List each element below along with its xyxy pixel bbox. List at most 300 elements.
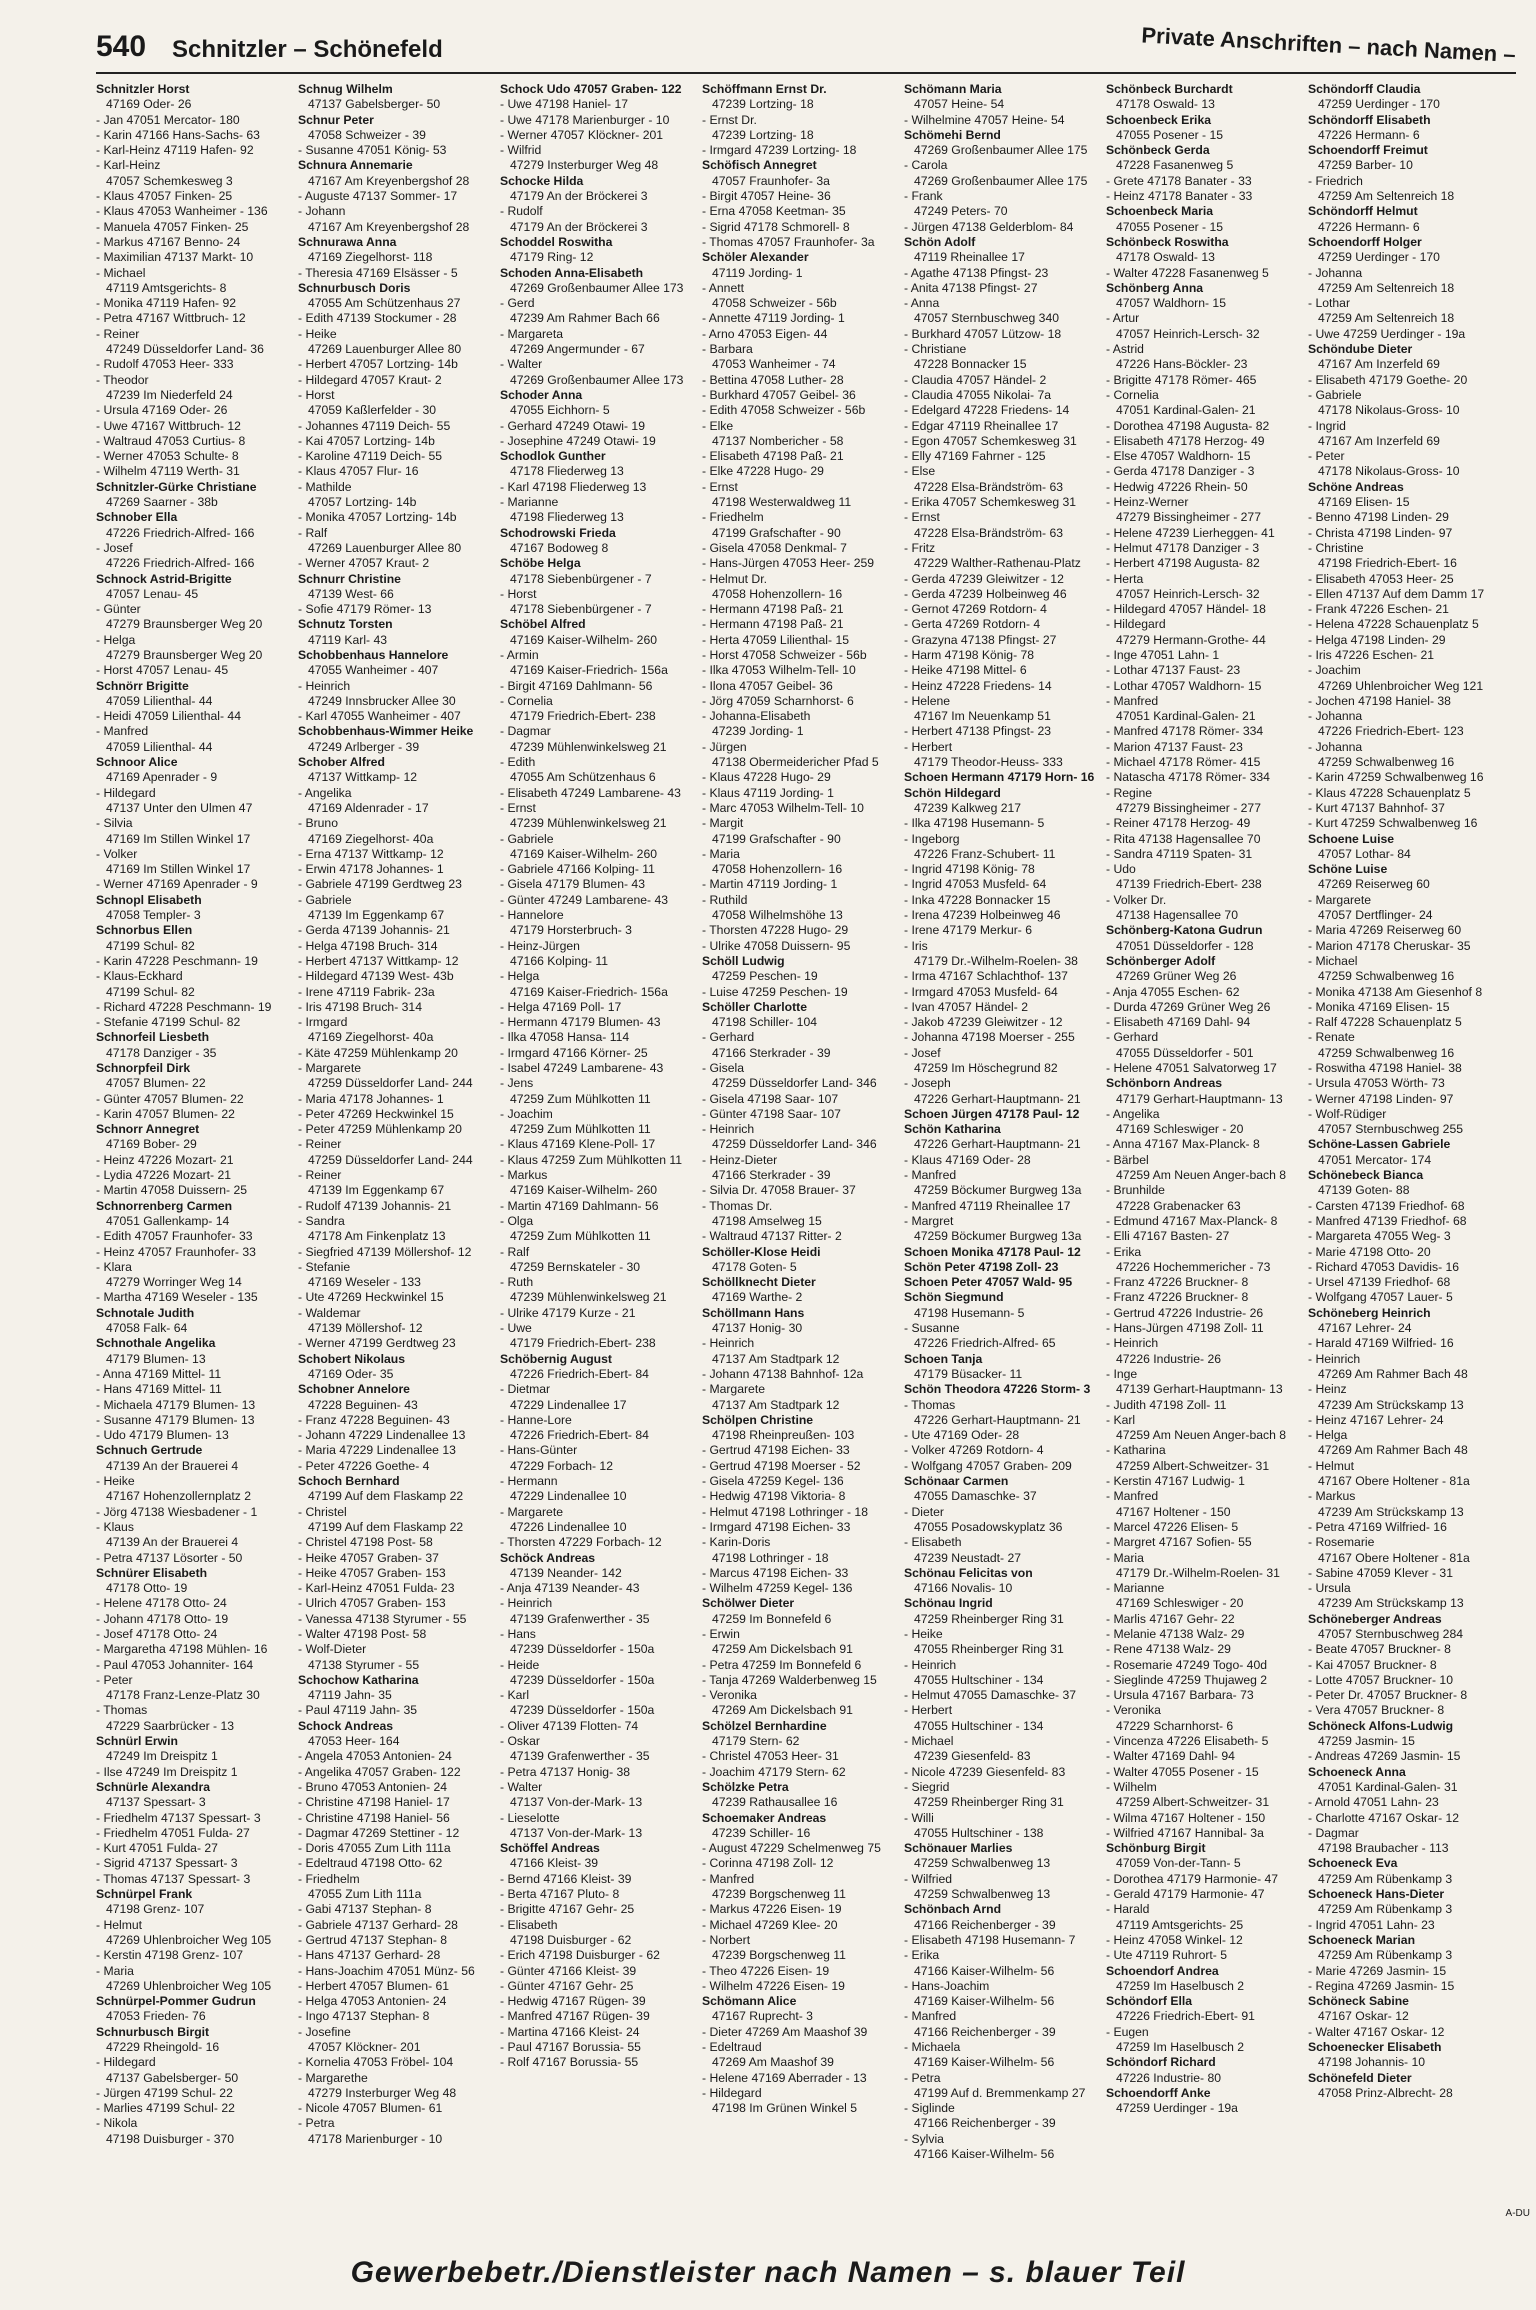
directory-entry: - Klara	[96, 1259, 132, 1274]
directory-entry: - Maria 47178 Johannes- 1	[298, 1091, 444, 1106]
directory-entry: - Ursula	[1308, 1581, 1351, 1596]
directory-entry: - Johanna	[1308, 265, 1363, 280]
directory-entry: - Manfred	[96, 724, 149, 739]
directory-entry: - Hildegard	[96, 785, 156, 800]
directory-entry: 47166 Kolping- 11	[510, 953, 609, 968]
directory-entry: 47259 Barber- 10	[1318, 158, 1413, 173]
directory-entry: 47179 Ring- 12	[510, 250, 594, 265]
directory-entry: 47226 Hans-Böckler- 23	[1116, 357, 1248, 372]
directory-entry: - Heinrich	[702, 1122, 755, 1137]
directory-entry: - Heinrich	[298, 678, 351, 693]
directory-entry: - Martha 47169 Weseler - 135	[96, 1290, 258, 1305]
directory-entry: - Ursula 47169 Oder- 26	[96, 403, 228, 418]
directory-entry: 47239 Düsseldorfer - 150a	[510, 1642, 655, 1657]
directory-entry: 47169 Schleswiger - 20	[1116, 1596, 1244, 1611]
directory-entry: - Helga 47198 Linden- 29	[1308, 632, 1446, 647]
directory-entry: - Anita 47138 Pfingst- 27	[904, 280, 1038, 295]
directory-entry: 47179 Gerhart-Hauptmann- 13	[1116, 1091, 1283, 1106]
directory-entry: - Thorsten 47228 Hugo- 29	[702, 923, 849, 938]
directory-entry: 47259 Am Dickelsbach 91	[712, 1642, 853, 1657]
directory-entry: Schoen Hermann 47179 Horn- 16	[904, 770, 1095, 785]
directory-entry: 47259 Im Bonnefeld 6	[712, 1611, 832, 1626]
directory-entry: 47053 Wanheimer - 74	[712, 357, 836, 372]
directory-entry: 47279 Insterburger Weg 48	[510, 158, 659, 173]
directory-entry: Schoenbeck Erika	[1106, 112, 1211, 127]
directory-entry: - Ralf	[500, 1244, 530, 1259]
directory-entry: - Horst 47058 Schweizer - 56b	[702, 647, 867, 662]
directory-entry: - Erika 47057 Schemkesweg 31	[904, 495, 1077, 510]
directory-entry: 47239 Mühlenwinkelsweg 21	[510, 1290, 667, 1305]
directory-entry: - Friedrich	[1308, 173, 1363, 188]
directory-entry: 47057 Lothar- 84	[1318, 846, 1411, 861]
directory-entry: 47055 Zum Lith 111a	[308, 1887, 422, 1902]
directory-entry: - Ute 47119 Ruhrort- 5	[1106, 1948, 1228, 1963]
directory-entry: - Dieter	[904, 1504, 944, 1519]
directory-entry: 47239 Lortzing- 18	[712, 127, 814, 142]
directory-entry: Schnurbusch Birgit	[96, 2024, 210, 2039]
directory-entry: - Josefine	[298, 2024, 351, 2039]
directory-entry: 47051 Düsseldorfer - 128	[1116, 938, 1254, 953]
directory-entry: 47166 Reichenberger - 39	[914, 2024, 1056, 2039]
directory-entry: 47229 Lindenallee 17	[510, 1397, 627, 1412]
directory-entry: 47178 Franz-Lenze-Platz 30	[106, 1688, 260, 1703]
directory-entry: 47269 Großenbaumer Allee 173	[510, 372, 684, 387]
directory-entry: - Klaus 47259 Zum Mühlkotten 11	[500, 1152, 683, 1167]
directory-entry: - Hans	[500, 1626, 536, 1641]
directory-entry: 47259 Jasmin- 15	[1318, 1734, 1415, 1749]
directory-entry: - Gabriele 47137 Gerhard- 28	[298, 1917, 458, 1932]
directory-entry: - Ralf 47228 Schauenplatz 5	[1308, 1015, 1462, 1030]
directory-entry: 47259 Im Höschegrund 82	[914, 1061, 1058, 1075]
directory-entry: 47259 Zum Mühlkotten 11	[510, 1229, 651, 1244]
directory-entry: - Harald 47169 Wilfried- 16	[1308, 1336, 1454, 1351]
directory-entry: 47178 Oswald- 13	[1116, 97, 1215, 112]
directory-entry: 47169 Oder- 35	[308, 1366, 394, 1381]
directory-entry: - Günter 47249 Lambarene- 43	[500, 892, 669, 907]
directory-entry: - Walter	[500, 357, 543, 372]
directory-entry: Schoch Bernhard	[298, 1474, 400, 1489]
directory-entry: 47166 Sterkrader - 39	[712, 1045, 831, 1060]
directory-entry: - Dorothea 47198 Augusta- 82	[1106, 418, 1270, 433]
directory-entry: 47269 Am Rahmer Bach 48	[1318, 1443, 1468, 1458]
directory-entry: - Herbert	[904, 739, 953, 754]
directory-entry: - Harald	[1106, 1902, 1150, 1917]
directory-entry: - Peter Dr. 47057 Bruckner- 8	[1308, 1688, 1468, 1703]
directory-entry: - Grazyna 47138 Pfingst- 27	[904, 632, 1057, 647]
directory-entry: 47169 Oder- 26	[106, 97, 192, 112]
directory-entry: 47228 Elsa-Brändström- 63	[914, 479, 1064, 494]
directory-entry: 47166 Kaiser-Wilhelm- 56	[914, 2147, 1055, 2162]
directory-entry: - Egon 47057 Schemkesweg 31	[904, 433, 1077, 448]
directory-entry: - Hans-Joachim 47051 Münz- 56	[298, 1963, 475, 1978]
directory-entry: - Marianne	[1106, 1581, 1165, 1596]
directory-entry: 47167 Am Inzerfeld 69	[1318, 357, 1440, 372]
directory-entry: Schön Adolf	[904, 234, 976, 249]
directory-entry: Schoen Jürgen 47178 Paul- 12	[904, 1106, 1080, 1121]
directory-entry: 47139 Neander- 142	[510, 1565, 622, 1580]
directory-entry: - Gisela 47259 Kegel- 136	[702, 1474, 844, 1489]
directory-entry: 47058 Falk- 64	[106, 1321, 188, 1336]
directory-entry: - Edgar 47119 Rheinallee 17	[904, 418, 1059, 433]
directory-entry: - Marie 47198 Otto- 20	[1308, 1244, 1431, 1259]
directory-entry: - Manfred	[904, 2009, 957, 2024]
directory-entry: Schobert Nikolaus	[298, 1351, 406, 1366]
directory-entry: - Günter 47167 Gehr- 25	[500, 1978, 634, 1993]
directory-entry: - Helga 47198 Bruch- 314	[298, 938, 438, 953]
directory-entry: - Heinz 47058 Winkel- 12	[1106, 1932, 1243, 1947]
directory-entry: 47169 Ziegelhorst- 40a	[308, 831, 434, 846]
directory-entry: - Elke 47228 Hugo- 29	[702, 464, 824, 479]
directory-entry: 47226 Hermann- 6	[1318, 127, 1420, 142]
directory-entry: 47269 Uhlenbroicher Weg 105	[106, 1932, 272, 1947]
directory-entry: - Irmgard 47166 Körner- 25	[500, 1045, 648, 1060]
directory-entry: 47167 Am Inzerfeld 69	[1318, 433, 1440, 448]
directory-entry: 47137 Honig- 30	[712, 1321, 803, 1336]
directory-entry: Schoen Tanja	[904, 1351, 983, 1366]
directory-entry: - Bernd 47166 Kleist- 39	[500, 1871, 632, 1886]
directory-entry: 47279 Hermann-Grothe- 44	[1116, 632, 1266, 647]
directory-entry: - Johann	[298, 204, 346, 219]
directory-entry: - Edeltraud 47198 Otto- 62	[298, 1856, 443, 1871]
directory-entry: - Ursula 47053 Wörth- 73	[1308, 1076, 1445, 1091]
directory-entry: - Klaus	[96, 1519, 134, 1534]
directory-entry: - Edith	[500, 755, 536, 770]
directory-entry: 47249 Arlberger - 39	[308, 739, 420, 754]
directory-entry: 47269 Großenbaumer Allee 175	[914, 173, 1088, 188]
corner-tag: A-DU	[1505, 2208, 1530, 2219]
directory-entry: - Siglinde	[904, 2101, 955, 2116]
directory-entry: - Arno 47053 Eigen- 44	[702, 326, 828, 341]
directory-entry: 47169 Kaiser-Wilhelm- 260	[510, 1183, 657, 1198]
directory-entry: - Beate 47057 Bruckner- 8	[1308, 1642, 1451, 1657]
directory-entry: 47139 Im Eggenkamp 67	[308, 1183, 445, 1198]
directory-entry: 47057 Waldhorn- 15	[1116, 296, 1226, 311]
directory-entry: 47055 Rheinberger Ring 31	[914, 1642, 1064, 1657]
directory-entry: - Wilhelmine 47057 Heine- 54	[904, 112, 1065, 127]
directory-entry: 47229 Lindenallee 10	[510, 1489, 627, 1504]
directory-entry: - Heike	[298, 326, 337, 341]
directory-entry: - Marianne	[500, 495, 559, 510]
directory-entry: - Petra 47137 Lösorter - 50	[96, 1550, 243, 1565]
directory-entry: Schön Katharina	[904, 1122, 1001, 1137]
directory-entry: Schönburg Birgit	[1106, 1841, 1206, 1856]
directory-entry: - Wilhelm	[1106, 1779, 1157, 1794]
directory-entry: - Margarete	[702, 1382, 765, 1397]
directory-entry: - Ingrid 47198 König- 78	[904, 862, 1035, 877]
directory-entry: 47239 Düsseldorfer - 150a	[510, 1672, 655, 1687]
directory-entry: - Natascha 47178 Römer- 334	[1106, 770, 1270, 785]
directory-entry: - Annette 47119 Jording- 1	[702, 311, 845, 326]
directory-entry: - Armin	[500, 647, 539, 662]
directory-entry: Schönbach Arnd	[904, 1902, 1002, 1917]
directory-entry: - Johannes 47119 Deich- 55	[298, 418, 451, 433]
directory-entry: 47249 Im Dreispitz 1	[106, 1749, 218, 1764]
directory-entry: - Rudolf 47139 Johannis- 21	[298, 1198, 452, 1213]
directory-entry: - Elke	[702, 418, 734, 433]
directory-entry: - Andreas 47269 Jasmin- 15	[1308, 1749, 1461, 1764]
directory-entry: - Monika 47057 Lortzing- 14b	[298, 510, 457, 525]
directory-entry: Schnürl Erwin	[96, 1734, 178, 1749]
directory-entry: Schöndorff Elisabeth	[1308, 112, 1431, 127]
directory-entry: - Christel 47198 Post- 58	[298, 1535, 433, 1550]
directory-entry: - Gabriele	[500, 831, 554, 846]
directory-entry: 47051 Kardinal-Galen- 21	[1116, 403, 1256, 418]
directory-entry: 47198 Schiller- 104	[712, 1015, 818, 1030]
directory-entry: - Brigitte 47167 Gehr- 25	[500, 1902, 635, 1917]
directory-entry: - Franz 47228 Beguinen- 43	[298, 1412, 450, 1427]
directory-entry: - Gisela	[702, 1061, 744, 1075]
directory-entry: - Willi	[904, 1810, 934, 1825]
directory-entry: - Gertrud 47198 Moerser - 52	[702, 1458, 861, 1473]
directory-entry: 47259 Düsseldorfer Land- 346	[712, 1137, 877, 1152]
directory-entry: - Annett	[702, 280, 745, 295]
directory-entry: 47178 Oswald- 13	[1116, 250, 1215, 265]
directory-entry: - Paul 47167 Borussia- 55	[500, 2040, 641, 2054]
directory-entry: - Werner 47198 Linden- 97	[1308, 1091, 1454, 1106]
directory-entry: 47249 Peters- 70	[914, 204, 1008, 219]
directory-entry: - Karl	[500, 1688, 530, 1703]
directory-entry: - Susanne 47051 König- 53	[298, 143, 447, 158]
directory-entry: - Karl 47055 Wanheimer - 407	[298, 709, 461, 724]
directory-entry: - Uwe	[500, 1321, 532, 1336]
directory-entry: - Lothar 47137 Faust- 23	[1106, 663, 1241, 678]
directory-entry: 47057 Klöckner- 201	[308, 2040, 421, 2054]
directory-entry: Schöbel Alfred	[500, 617, 586, 632]
directory-entry: - Erika	[904, 1948, 940, 1963]
directory-entry: Schöneck Sabine	[1308, 1994, 1409, 2009]
directory-entry: 47279 Braunsberger Weg 20	[106, 617, 263, 632]
directory-entry: - Erich 47198 Duisburger - 62	[500, 1948, 660, 1963]
directory-entry: 47178 Marienburger - 10	[308, 2131, 443, 2146]
directory-entry: - Peter	[96, 1672, 133, 1687]
directory-entry: 47119 Rheinallee 17	[914, 250, 1025, 265]
directory-entry: - Thorsten 47229 Forbach- 12	[500, 1535, 662, 1550]
directory-entry: - Ingeborg	[904, 831, 960, 846]
directory-entry: - Sandra	[298, 1213, 345, 1228]
directory-entry: Schön Siegmund	[904, 1290, 1004, 1305]
directory-entry: - Edeltraud	[702, 2040, 762, 2054]
directory-entry: - Maria	[1106, 1550, 1144, 1565]
directory-entry: - Helene 47169 Aberrader - 13	[702, 2070, 867, 2085]
directory-entry: 47198 Amselweg 15	[712, 1213, 822, 1228]
directory-entry: - Dagmar	[1308, 1825, 1359, 1840]
directory-entry: - Helene 47051 Salvatorweg 17	[1106, 1061, 1277, 1075]
directory-entry: Schöndorf Ella	[1106, 1994, 1192, 2009]
directory-entry: - Michaela 47179 Blumen- 13	[96, 1397, 256, 1412]
directory-entry: Schnur Peter	[298, 112, 374, 127]
directory-entry: 47259 Am Rübenkamp 3	[1318, 1871, 1453, 1886]
directory-entry: - Iris 47226 Eschen- 21	[1308, 647, 1435, 662]
directory-entry: - Christel	[298, 1504, 347, 1519]
directory-entry: 47259 Düsseldorfer Land- 244	[308, 1152, 473, 1167]
directory-entry: Schnorpfeil Dirk	[96, 1061, 191, 1075]
directory-entry: - Heinrich	[1308, 1351, 1361, 1366]
directory-entry: - Bruno 47053 Antonien- 24	[298, 1779, 448, 1794]
directory-entry: 47259 Am Rübenkamp 3	[1318, 1902, 1453, 1917]
directory-entry: Schoenbeck Maria	[1106, 204, 1214, 219]
directory-entry: Schöne Luise	[1308, 862, 1388, 877]
directory-entry: - Veronika	[1106, 1703, 1161, 1718]
directory-entry: - Silvia Dr. 47058 Brauer- 37	[702, 1183, 856, 1198]
directory-entry: 47137 Von-der-Mark- 13	[510, 1795, 643, 1810]
directory-entry: 47198 Fliederweg 13	[510, 510, 624, 525]
directory-entry: 47269 Großenbaumer Allee 175	[914, 143, 1088, 158]
directory-entry: - Ursula 47167 Barbara- 73	[1106, 1688, 1254, 1703]
directory-entry: - Michael	[904, 1734, 954, 1749]
directory-entry: - Kai 47057 Bruckner- 8	[1308, 1657, 1437, 1672]
directory-entry: 47167 Am Kreyenbergshof 28	[308, 173, 470, 188]
directory-entry: 47259 Rheinberger Ring 31	[914, 1795, 1064, 1810]
directory-entry: - Ruthild	[702, 892, 748, 907]
directory-entry: - Hildegard	[702, 2085, 762, 2100]
directory-entry: - Olga	[500, 1213, 534, 1228]
directory-entry: - August 47229 Schelmenweg 75	[702, 1841, 881, 1856]
directory-entry: 47169 Elisen- 15	[1318, 495, 1410, 510]
directory-entry: 47169 Schleswiger - 20	[1116, 1122, 1244, 1137]
directory-entry: Schnorr Annegret	[96, 1122, 200, 1137]
directory-entry: Schnoor Alice	[96, 755, 178, 770]
directory-entry: - Anja 47055 Eschen- 62	[1106, 984, 1240, 999]
directory-entry: 47199 Grafschafter - 90	[712, 525, 841, 540]
directory-entry: 47057 Heinrich-Lersch- 32	[1116, 326, 1260, 341]
directory-entry: Schnober Ella	[96, 510, 178, 525]
directory-entry: - Hildegard 47057 Kraut- 2	[298, 372, 442, 387]
directory-entry: 47259 Am Seltenreich 18	[1318, 311, 1455, 326]
directory-entry: Schön Peter 47198 Zoll- 23	[904, 1259, 1059, 1274]
directory-entry: - Elisabeth	[500, 1917, 558, 1932]
directory-entry: - Friedhelm 47137 Spessart- 3	[96, 1810, 261, 1825]
directory-entry: 47138 Hagensallee 70	[1116, 908, 1238, 923]
directory-entry: 47259 Düsseldorfer Land- 346	[712, 1076, 877, 1091]
directory-entry: - Petra 47259 Im Bonnefeld 6	[702, 1657, 862, 1672]
directory-entry: - Sylvia	[904, 2131, 944, 2146]
directory-entry: - Gisela 47198 Saar- 107	[702, 1091, 839, 1106]
directory-entry: - Hans 47169 Mittel- 11	[96, 1382, 222, 1397]
directory-entry: 47279 Bissingheimer - 277	[1116, 510, 1261, 525]
directory-entry: Schönau Ingrid	[904, 1596, 993, 1611]
directory-entry: 47055 Damaschke- 37	[914, 1489, 1037, 1504]
directory-entry: - Waltraud 47137 Ritter- 2	[702, 1229, 842, 1244]
directory-entry: 47169 Kaiser-Wilhelm- 260	[510, 846, 657, 861]
directory-entry: 47226 Friedrich-Alfred- 166	[106, 525, 255, 540]
directory-entry: Schömehi Bernd	[904, 127, 1001, 142]
directory-entry: 47178 Am Finkenplatz 13	[308, 1229, 446, 1244]
directory-entry: 47053 Heer- 164	[308, 1734, 400, 1749]
directory-entry: - Nicole 47239 Giesenfeld- 83	[904, 1764, 1066, 1779]
directory-entry: - Gertrud 47137 Stephan- 8	[298, 1932, 448, 1947]
directory-entry: 47239 Mühlenwinkelsweg 21	[510, 739, 667, 754]
directory-entry: 47259 Schwalbenweg 16	[1318, 969, 1455, 984]
directory-entry: 47059 Von-der-Tann- 5	[1116, 1856, 1241, 1871]
directory-entry: - Vera 47057 Bruckner- 8	[1308, 1703, 1445, 1718]
directory-entry: 47169 Ziegelhorst- 118	[308, 250, 433, 265]
directory-entry: - Klaus 47228 Hugo- 29	[702, 770, 831, 785]
directory-entry: - Ilka 47058 Hansa- 114	[500, 1030, 630, 1045]
directory-entry: Schocke Hilda	[500, 173, 584, 188]
directory-entry: - Astrid	[1106, 342, 1144, 357]
directory-entry: - Klaus 47053 Wanheimer - 136	[96, 204, 268, 219]
directory-entry: - Heike 47057 Graben- 153	[298, 1565, 446, 1580]
directory-entry: - Jörg 47059 Scharnhorst- 6	[702, 693, 854, 708]
directory-entry: 47249 Düsseldorfer Land- 36	[106, 342, 264, 357]
directory-entry: 47167 Holtener - 150	[1116, 1504, 1231, 1519]
directory-entry: - Werner 47053 Schulte- 8	[96, 449, 239, 464]
directory-entry: - Heinz 47057 Fraunhofer- 33	[96, 1244, 256, 1259]
directory-entry: 47269 Grüner Weg 26	[1116, 969, 1237, 984]
directory-entry: - Thomas 47137 Spessart- 3	[96, 1871, 251, 1886]
directory-entry: - Hermann 47179 Blumen- 43	[500, 1015, 661, 1030]
directory-entry: - Johanna 47198 Moerser - 255	[904, 1030, 1075, 1045]
directory-entry: - Renate	[1308, 1030, 1355, 1045]
directory-entry: - Irmgard	[298, 1015, 348, 1030]
directory-entry: 47167 Obere Holtener - 81a	[1318, 1474, 1470, 1489]
directory-entry: 47269 Lauenburger Allee 80	[308, 540, 462, 555]
directory-entry: - Margret 47167 Sofien- 55	[1106, 1535, 1252, 1550]
directory-entry: - Gisela 47179 Blumen- 43	[500, 877, 645, 892]
directory-entry: 47226 Friedrich-Ebert- 84	[510, 1428, 649, 1443]
directory-entry: Schöfisch Annegret	[702, 158, 817, 173]
directory-entry: - Dagmar	[500, 724, 551, 739]
directory-entry: - Gabriele 47199 Gerdtweg 23	[298, 877, 462, 892]
directory-entry: - Ernst Dr.	[702, 112, 757, 127]
directory-entry: 47179 Dr.-Wilhelm-Roelen- 31	[1116, 1565, 1280, 1580]
directory-entry: - Günter 47057 Blumen- 22	[96, 1091, 244, 1106]
directory-entry: Schnorfeil Liesbeth	[96, 1030, 210, 1045]
directory-entry: - Klaus 47057 Finken- 25	[96, 189, 233, 204]
directory-entry: 47228 Bonnacker 15	[914, 357, 1027, 372]
directory-entry: - Hedwig 47167 Rügen- 39	[500, 1994, 646, 2009]
directory-entry: - Herbert 47057 Blumen- 61	[298, 1978, 450, 1993]
directory-entry: - Bruno	[298, 816, 338, 831]
directory-entry: 47259 Im Haselbusch 2	[1116, 1978, 1245, 1993]
directory-entry: - Christel 47053 Heer- 31	[702, 1749, 839, 1764]
directory-entry: - Günter 47166 Kleist- 39	[500, 1963, 637, 1978]
directory-entry: Schöne Andreas	[1308, 479, 1404, 494]
directory-entry: 47137 Wittkamp- 12	[308, 770, 418, 785]
directory-entry: 47259 Uerdinger - 19a	[1116, 2101, 1238, 2116]
directory-entry: - Ilse 47249 Im Dreispitz 1	[96, 1764, 238, 1779]
directory-entry: - Helene	[904, 693, 951, 708]
directory-entry: 47239 Kalkweg 217	[914, 800, 1022, 815]
directory-entry: 47226 Hochemmericher - 73	[1116, 1259, 1271, 1274]
directory-entry: 47239 Düsseldorfer - 150a	[510, 1703, 655, 1718]
directory-entry: - Marie 47269 Jasmin- 15	[1308, 1963, 1447, 1978]
directory-entry: - Jakob 47239 Gleiwitzer - 12	[904, 1015, 1063, 1030]
directory-entry: Schöndorff Claudia	[1308, 82, 1421, 96]
directory-entry: - Brigitte 47178 Römer- 465	[1106, 372, 1257, 387]
directory-entry: - Johann 47229 Lindenallee 13	[298, 1428, 466, 1443]
directory-entry: - Frank	[904, 189, 943, 204]
directory-entry: - Birgit 47057 Heine- 36	[702, 189, 831, 204]
directory-entry: - Lotte 47057 Bruckner- 10	[1308, 1672, 1453, 1687]
directory-entry: - Manfred	[702, 1871, 755, 1886]
directory-entry: - Heinrich	[904, 1657, 957, 1672]
directory-entry: 47198 Johannis- 10	[1318, 2055, 1426, 2070]
directory-entry: Schnorrenberg Carmen	[96, 1198, 233, 1213]
directory-entry: - Elisabeth 47169 Dahl- 94	[1106, 1015, 1251, 1030]
directory-entry: Schoen Peter 47057 Wald- 95	[904, 1275, 1073, 1290]
directory-entry: Schoendorf Andrea	[1106, 1963, 1219, 1978]
section-title: Private Anschriften – nach Namen –	[1141, 22, 1517, 67]
directory-entry: - Helga 47053 Antonien- 24	[298, 1994, 447, 2009]
directory-entry: Schnorbus Ellen	[96, 923, 193, 938]
directory-entry: - Karin 47057 Blumen- 22	[96, 1106, 235, 1121]
directory-entry: 47055 Am Schützenhaus 27	[308, 296, 461, 311]
directory-entry: 47169 Im Stillen Winkel 17	[106, 862, 251, 877]
directory-entry: - Wilfried 47167 Hannibal- 3a	[1106, 1825, 1264, 1840]
directory-entry: - Herbert 47138 Pfingst- 23	[904, 724, 1052, 739]
directory-entry: - Benno 47198 Linden- 29	[1308, 510, 1449, 525]
